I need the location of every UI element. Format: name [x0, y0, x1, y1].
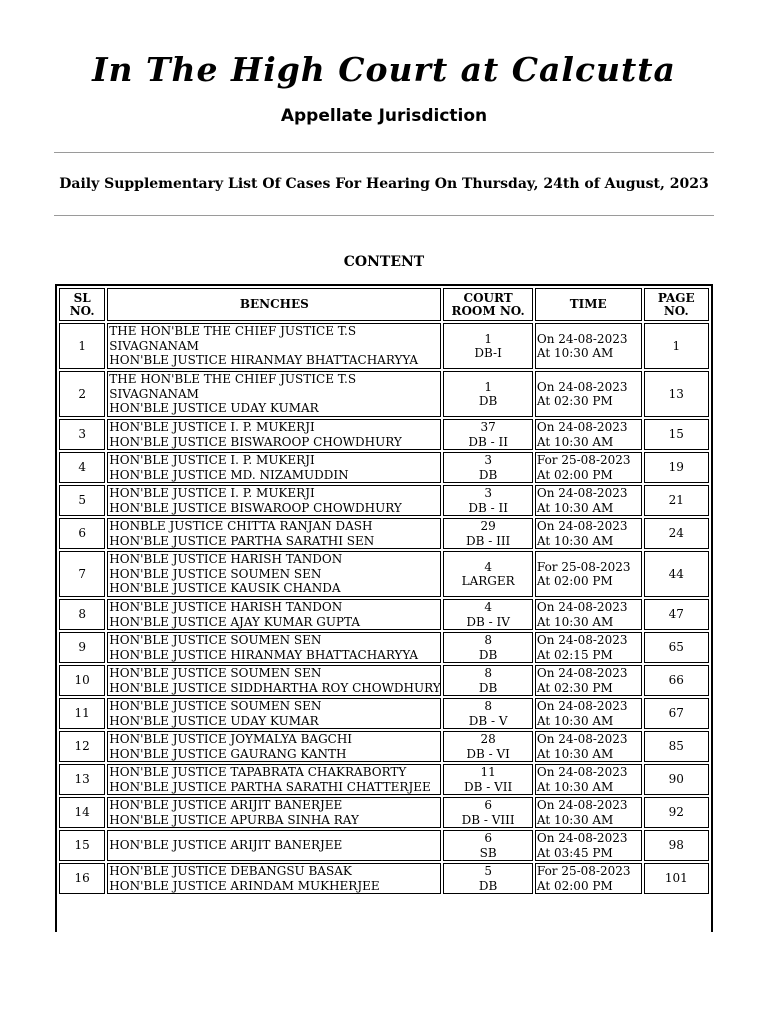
hearing-time: At 02:15 PM — [536, 647, 613, 662]
list-title: Daily Supplementary List Of Cases For Hearing On Thursday, 24th of August, 2023 — [59, 176, 709, 192]
court-room-number: 3 — [484, 486, 492, 500]
bench-cell — [107, 665, 441, 696]
page-no-value: 47 — [668, 607, 684, 622]
court-room-type: DB - II — [468, 500, 508, 515]
hearing-time: At 10:30 AM — [536, 500, 614, 515]
hearing-date: For 25-08-2023 — [536, 559, 631, 574]
hearing-time: At 03:45 PM — [536, 845, 613, 860]
court-room-type: LARGER — [461, 574, 515, 588]
hearing-date: For 25-08-2023 — [536, 453, 631, 467]
sl-no-cell — [59, 863, 105, 894]
bench-line: HON'BLE JUSTICE HARISH TANDON — [109, 552, 343, 567]
sl-no-cell — [59, 518, 105, 549]
hearing-time: At 10:30 AM — [536, 614, 614, 629]
court-room-type: DB-I — [474, 346, 502, 360]
time-cell — [535, 323, 642, 369]
sl-no-value: 14 — [74, 805, 90, 820]
page-no-cell — [644, 323, 709, 369]
bench-cell — [107, 797, 441, 828]
divider-top — [54, 152, 714, 153]
hearing-date: On 24-08-2023 — [536, 420, 628, 434]
hearing-date: On 24-08-2023 — [536, 798, 628, 812]
page-no-value: 19 — [668, 460, 684, 475]
page-no-cell — [644, 632, 709, 663]
court-room-type: DB - III — [465, 533, 511, 548]
bench-line: HON'BLE JUSTICE UDAY KUMAR — [109, 401, 319, 416]
page-no-cell — [644, 797, 709, 828]
page-no-value: 13 — [668, 386, 684, 401]
column-header-time: TIME — [535, 288, 642, 321]
sl-no-cell — [59, 419, 105, 450]
hearing-date: On 24-08-2023 — [536, 600, 628, 614]
hearing-time: At 10:30 AM — [536, 779, 614, 794]
hearing-time: At 02:00 PM — [536, 878, 613, 893]
bench-cell — [107, 371, 441, 417]
court-title: In The High Court at Calcutta — [92, 50, 676, 89]
page-no-value: 21 — [668, 493, 684, 508]
sl-no-cell — [59, 323, 105, 369]
hearing-time: At 02:30 PM — [536, 680, 613, 695]
bench-cell — [107, 518, 441, 549]
sl-no-cell — [59, 830, 105, 861]
court-room-type: DB - VI — [466, 746, 510, 761]
hearing-time: At 10:30 AM — [536, 346, 614, 360]
sl-no-cell — [59, 797, 105, 828]
court-room-type: DB — [478, 680, 498, 695]
time-cell — [535, 485, 642, 516]
page-no-cell — [644, 551, 709, 597]
bench-line: HON'BLE JUSTICE I. P. MUKERJI — [109, 486, 315, 500]
page-no-value: 67 — [668, 706, 684, 721]
court-room-cell — [443, 665, 533, 696]
bench-cell — [107, 419, 441, 450]
table-row — [59, 665, 709, 696]
bench-line: HON'BLE JUSTICE TAPABRATA CHAKRABORTY — [109, 765, 407, 779]
court-room-number: 6 — [484, 798, 492, 812]
court-room-type: DB — [478, 467, 498, 482]
court-room-type: DB - VII — [463, 779, 513, 794]
page-no-value: 24 — [668, 526, 684, 541]
court-room-number: 37 — [480, 420, 496, 434]
court-room-number: 1 — [484, 331, 492, 346]
bench-line: HON'BLE JUSTICE UDAY KUMAR — [109, 713, 319, 728]
bench-line: HON'BLE JUSTICE DEBANGSU BASAK — [109, 864, 352, 878]
hearing-time: At 02:00 PM — [536, 467, 613, 482]
time-cell — [535, 419, 642, 450]
content-table — [57, 286, 711, 896]
sl-no-value: 10 — [74, 673, 90, 688]
time-cell — [535, 830, 642, 861]
bench-line: HON'BLE JUSTICE ARINDAM MUKHERJEE — [109, 878, 380, 893]
bench-line: HON'BLE JUSTICE ARIJIT BANERJEE — [109, 798, 343, 812]
sl-no-value: 13 — [74, 772, 90, 787]
table-row — [59, 698, 709, 729]
sl-no-value: 1 — [78, 338, 86, 353]
bench-line: HON'BLE JUSTICE SOUMEN SEN — [109, 699, 322, 713]
sl-no-cell — [59, 665, 105, 696]
table-body — [59, 323, 709, 894]
page-no-value: 44 — [668, 566, 684, 581]
bench-cell — [107, 764, 441, 795]
court-room-number: 3 — [484, 453, 492, 467]
table-header-row — [59, 288, 709, 321]
bench-line: HON'BLE JUSTICE AJAY KUMAR GUPTA — [109, 614, 361, 629]
bench-line: HON'BLE JUSTICE SOUMEN SEN — [109, 566, 322, 581]
sl-no-value: 12 — [74, 739, 90, 754]
court-room-number: 1 — [484, 379, 492, 394]
hearing-date: On 24-08-2023 — [536, 519, 628, 533]
sl-no-cell — [59, 371, 105, 417]
bench-cell — [107, 863, 441, 894]
sl-no-cell — [59, 731, 105, 762]
page-no-cell — [644, 452, 709, 483]
hearing-date: On 24-08-2023 — [536, 666, 628, 680]
sl-no-cell — [59, 698, 105, 729]
bench-line: HON'BLE JUSTICE MD. NIZAMUDDIN — [109, 467, 349, 482]
bench-line: HON'BLE JUSTICE PARTHA SARATHI SEN — [109, 533, 375, 548]
bench-cell — [107, 731, 441, 762]
page-no-cell — [644, 371, 709, 417]
hearing-time: At 02:00 PM — [536, 574, 613, 588]
court-room-cell — [443, 452, 533, 483]
court-room-cell — [443, 419, 533, 450]
time-cell — [535, 452, 642, 483]
bench-line: HON'BLE JUSTICE SOUMEN SEN — [109, 666, 322, 680]
time-cell — [535, 698, 642, 729]
hearing-date: On 24-08-2023 — [536, 699, 628, 713]
bench-line: HON'BLE JUSTICE APURBA SINHA RAY — [109, 812, 359, 827]
court-room-cell — [443, 830, 533, 861]
page-no-value: 66 — [668, 673, 684, 688]
table-row — [59, 863, 709, 894]
court-room-cell — [443, 863, 533, 894]
sl-no-value: 11 — [74, 706, 90, 721]
table-row — [59, 731, 709, 762]
table-row — [59, 371, 709, 417]
page-no-cell — [644, 485, 709, 516]
table-row — [59, 419, 709, 450]
bench-line: HON'BLE JUSTICE KAUSIK CHANDA — [109, 581, 341, 596]
page-no-cell — [644, 731, 709, 762]
sl-no-value: 6 — [78, 526, 86, 541]
page-no-value: 65 — [668, 640, 684, 655]
time-cell — [535, 731, 642, 762]
table-row — [59, 323, 709, 369]
court-room-number: 8 — [484, 633, 492, 647]
page-no-cell — [644, 764, 709, 795]
time-cell — [535, 863, 642, 894]
table-row — [59, 830, 709, 861]
page-no-value: 101 — [664, 871, 688, 886]
table-row — [59, 797, 709, 828]
court-room-cell — [443, 698, 533, 729]
court-room-cell — [443, 797, 533, 828]
time-cell — [535, 518, 642, 549]
page-no-cell — [644, 665, 709, 696]
bench-line: HONBLE JUSTICE CHITTA RANJAN DASH — [109, 519, 373, 533]
hearing-time: At 02:30 PM — [536, 394, 613, 408]
page-no-value: 15 — [668, 427, 684, 442]
bench-line: SIVAGNANAM — [109, 338, 199, 353]
bench-cell — [107, 632, 441, 663]
content-heading: CONTENT — [343, 254, 425, 270]
page-no-value: 1 — [672, 338, 681, 353]
hearing-time: At 10:30 AM — [536, 812, 614, 827]
bench-line: HON'BLE JUSTICE ARIJIT BANERJEE — [109, 838, 343, 853]
column-header-sl-no: SL NO. — [59, 288, 105, 321]
page-no-value: 85 — [668, 739, 684, 754]
hearing-date: On 24-08-2023 — [536, 633, 628, 647]
bench-line: THE HON'BLE THE CHIEF JUSTICE T.S — [109, 324, 357, 339]
hearing-date: On 24-08-2023 — [536, 331, 628, 346]
page-no-cell — [644, 863, 709, 894]
table-row — [59, 599, 709, 630]
bench-line: HON'BLE JUSTICE SIDDHARTHA ROY CHOWDHURY — [109, 680, 441, 695]
bench-line: HON'BLE JUSTICE GAURANG KANTH — [109, 746, 347, 761]
court-room-cell — [443, 371, 533, 417]
bench-line: SIVAGNANAM — [109, 386, 199, 401]
court-room-number: 29 — [480, 519, 496, 533]
table-row — [59, 632, 709, 663]
hearing-date: For 25-08-2023 — [536, 864, 631, 878]
hearing-date: On 24-08-2023 — [536, 765, 628, 779]
bench-line: HON'BLE JUSTICE PARTHA SARATHI CHATTERJEE — [109, 779, 431, 794]
page-no-value: 92 — [668, 805, 684, 820]
time-cell — [535, 764, 642, 795]
bench-line: HON'BLE JUSTICE I. P. MUKERJI — [109, 420, 315, 434]
bench-line: HON'BLE JUSTICE SOUMEN SEN — [109, 633, 322, 647]
court-room-number: 28 — [480, 732, 496, 746]
sl-no-value: 7 — [78, 566, 86, 581]
table-row — [59, 485, 709, 516]
page-no-value: 98 — [668, 838, 684, 853]
column-header-court-room: COURT ROOM NO. — [443, 288, 533, 321]
court-room-type: DB - V — [468, 713, 508, 728]
column-header-page-no: PAGE NO. — [644, 288, 709, 321]
sl-no-value: 9 — [78, 640, 86, 655]
court-room-type: DB - IV — [466, 614, 510, 629]
column-header-benches: BENCHES — [107, 288, 441, 321]
divider-bottom — [54, 215, 714, 216]
bench-line: HON'BLE JUSTICE JOYMALYA BAGCHI — [109, 732, 353, 746]
bench-line: HON'BLE JUSTICE HIRANMAY BHATTACHARYYA — [109, 647, 419, 662]
content-table-frame — [55, 284, 713, 932]
court-room-cell — [443, 764, 533, 795]
sl-no-cell — [59, 764, 105, 795]
hearing-date: On 24-08-2023 — [536, 379, 628, 394]
bench-cell — [107, 599, 441, 630]
court-room-cell — [443, 599, 533, 630]
time-cell — [535, 632, 642, 663]
court-room-number: 5 — [484, 864, 492, 878]
bench-line: HON'BLE JUSTICE I. P. MUKERJI — [109, 453, 315, 467]
court-room-cell — [443, 485, 533, 516]
time-cell — [535, 599, 642, 630]
sl-no-cell — [59, 551, 105, 597]
court-room-cell — [443, 518, 533, 549]
table-row — [59, 764, 709, 795]
page-no-cell — [644, 599, 709, 630]
sl-no-cell — [59, 452, 105, 483]
time-cell — [535, 551, 642, 597]
bench-line: HON'BLE JUSTICE HIRANMAY BHATTACHARYYA — [109, 353, 419, 368]
court-room-number: 6 — [484, 831, 492, 845]
court-room-number: 4 — [484, 600, 492, 614]
court-room-type: SB — [479, 845, 497, 860]
court-room-type: DB — [478, 878, 498, 893]
bench-line: THE HON'BLE THE CHIEF JUSTICE T.S — [109, 372, 357, 387]
sl-no-value: 3 — [78, 427, 86, 442]
table-row — [59, 452, 709, 483]
bench-line: HON'BLE JUSTICE HARISH TANDON — [109, 600, 343, 614]
page-no-value: 90 — [668, 772, 684, 787]
sl-no-value: 15 — [74, 838, 90, 853]
court-room-number: 4 — [484, 559, 492, 574]
bench-cell — [107, 830, 441, 861]
time-cell — [535, 371, 642, 417]
page-no-cell — [644, 830, 709, 861]
sl-no-value: 5 — [78, 493, 86, 508]
court-room-type: DB — [478, 647, 498, 662]
sl-no-value: 16 — [74, 871, 90, 886]
sl-no-cell — [59, 632, 105, 663]
court-room-number: 8 — [484, 699, 492, 713]
table-row — [59, 551, 709, 597]
time-cell — [535, 665, 642, 696]
jurisdiction-heading: Appellate Jurisdiction — [280, 106, 488, 126]
court-room-cell — [443, 323, 533, 369]
bench-line: HON'BLE JUSTICE BISWAROOP CHOWDHURY — [109, 434, 402, 449]
sl-no-value: 8 — [78, 607, 86, 622]
hearing-time: At 10:30 AM — [536, 533, 614, 548]
hearing-date: On 24-08-2023 — [536, 831, 628, 845]
sl-no-value: 4 — [78, 460, 86, 475]
sl-no-value: 2 — [78, 386, 86, 401]
bench-cell — [107, 452, 441, 483]
bench-cell — [107, 551, 441, 597]
court-room-cell — [443, 551, 533, 597]
court-room-number: 8 — [484, 666, 492, 680]
bench-cell — [107, 485, 441, 516]
sl-no-cell — [59, 485, 105, 516]
court-room-type: DB - II — [468, 434, 508, 449]
court-room-number: 11 — [480, 765, 496, 779]
court-room-cell — [443, 632, 533, 663]
bench-cell — [107, 698, 441, 729]
hearing-date: On 24-08-2023 — [536, 732, 628, 746]
court-room-type: DB - VIII — [461, 812, 515, 827]
page-no-cell — [644, 518, 709, 549]
court-room-cell — [443, 731, 533, 762]
time-cell — [535, 797, 642, 828]
court-room-type: DB — [478, 394, 498, 408]
hearing-date: On 24-08-2023 — [536, 486, 628, 500]
bench-line: HON'BLE JUSTICE BISWAROOP CHOWDHURY — [109, 500, 402, 515]
table-row — [59, 518, 709, 549]
page-no-cell — [644, 419, 709, 450]
page-no-cell — [644, 698, 709, 729]
hearing-time: At 10:30 AM — [536, 746, 614, 761]
bench-cell — [107, 323, 441, 369]
hearing-time: At 10:30 AM — [536, 713, 614, 728]
sl-no-cell — [59, 599, 105, 630]
hearing-time: At 10:30 AM — [536, 434, 614, 449]
